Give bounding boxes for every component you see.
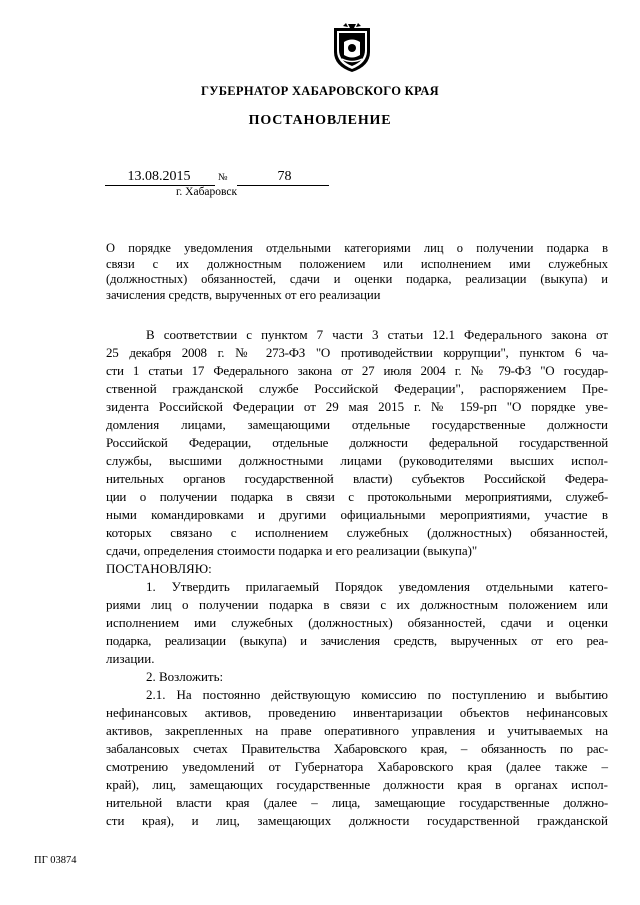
item-2-1-line: сти края), и лиц, замещающих должности государственной гражданской <box>106 813 608 828</box>
item-1-line: лизации. <box>106 651 155 666</box>
title-line: зачисления средств, вырученных от его реализации <box>106 287 381 302</box>
preamble-line: зидента Российской Федерации от 29 мая 2015 г. № 159-рп "О порядке уве- <box>106 399 608 414</box>
item-2-1-line: 2.1. На постоянно действующую комиссию по поступлению и выбытию <box>146 687 608 702</box>
preamble-line: которых связано с исполнением служебных (должностных) обязанностей, <box>106 525 608 540</box>
preamble-line: сти 1 статьи 17 Федерального закона от 27 июля 2004 г. № 79-ФЗ "О государ- <box>106 363 608 378</box>
number-sign: № <box>218 172 228 183</box>
footer-code: ПГ 03874 <box>34 855 77 866</box>
item-2: 2. Возложить: <box>146 669 224 684</box>
document-number: 78 <box>277 169 292 184</box>
item-1-line: подарка, реализации (выкупа) и зачисления средств, вырученных от его реа- <box>106 633 608 648</box>
coat-of-arms-emblem <box>330 22 374 74</box>
preamble-line: сдачи, определения стоимости подарка и его реализации (выкупа)" <box>106 543 478 558</box>
title-line: О порядке уведомления отдельными категориями лиц о получении подарка в <box>106 241 608 255</box>
preamble-line: ными командировками и другими официальными мероприятиями, участие в <box>106 507 608 522</box>
decree-word: ПОСТАНОВЛЯЮ: <box>106 561 212 576</box>
preamble-line: службы, высшими должностными лицами (руководителями высших испол- <box>106 453 608 468</box>
preamble-line: В соответствии с пунктом 7 части 3 статьи 12.1 Федерального закона от <box>146 327 608 342</box>
preamble-line: 25 декабря 2008 г. № 273-ФЗ "О противодействии коррупции", пунктом 6 ча- <box>106 345 608 360</box>
item-2-1-line: забалансовых счетах Правительства Хабаровского края, – обязанность по рас- <box>106 741 608 756</box>
title-line: связи с их должностным положением или исполнением ими служебных <box>106 256 608 271</box>
document-body <box>106 326 608 830</box>
preamble-line: домления лицами, замещающими отдельные государственные должности <box>106 417 608 432</box>
item-1-line: риями лиц о получении подарка в связи с их должностным положением или <box>106 597 608 612</box>
document-date: 13.08.2015 <box>127 169 191 184</box>
preamble-line: ственной гражданской службе Российской Федерации", распоряжением Пре- <box>106 381 608 396</box>
item-2-1-line: смотрению уведомлений от Губернатора Хабаровского края (далее также – <box>106 759 608 774</box>
number-underline <box>237 185 329 186</box>
item-2-1-line: край), лиц, замещающих государственные должности края в органах испол- <box>106 777 608 792</box>
preamble-line: нительных органов государственной власти) субъектов Российской Федера- <box>106 471 608 486</box>
document-title <box>106 241 608 303</box>
item-2-1-line: активов, закрепленных на праве оперативного управления и учитываемых на <box>106 723 608 738</box>
issuing-authority: ГУБЕРНАТОР ХАБАРОВСКОГО КРАЯ <box>200 84 440 98</box>
item-1-line: 1. Утвердить прилагаемый Порядок уведомления отдельными катего- <box>146 579 608 594</box>
preamble-line: Российской Федерации, отдельные должности федеральной государственной <box>106 435 608 450</box>
item-2-1-line: нительной власти края (далее – лица, замещающие государственные должно- <box>106 795 608 810</box>
item-1-line: исполнением ими служебных (должностных) обязанностей, сдачи и оценки <box>106 615 608 630</box>
document-type: ПОСТАНОВЛЕНИЕ <box>248 113 392 128</box>
preamble-line: ции о получении подарка в связи с протокольными мероприятиями, служеб- <box>106 489 608 504</box>
title-line: (должностных) обязанностей, сдачи и оценки подарка, реализации (выкупа) и <box>106 272 608 286</box>
document-city: г. Хабаровск <box>176 186 238 198</box>
item-2-1-line: нефинансовых активов, проведению инвентаризации объектов нефинансовых <box>106 705 608 720</box>
